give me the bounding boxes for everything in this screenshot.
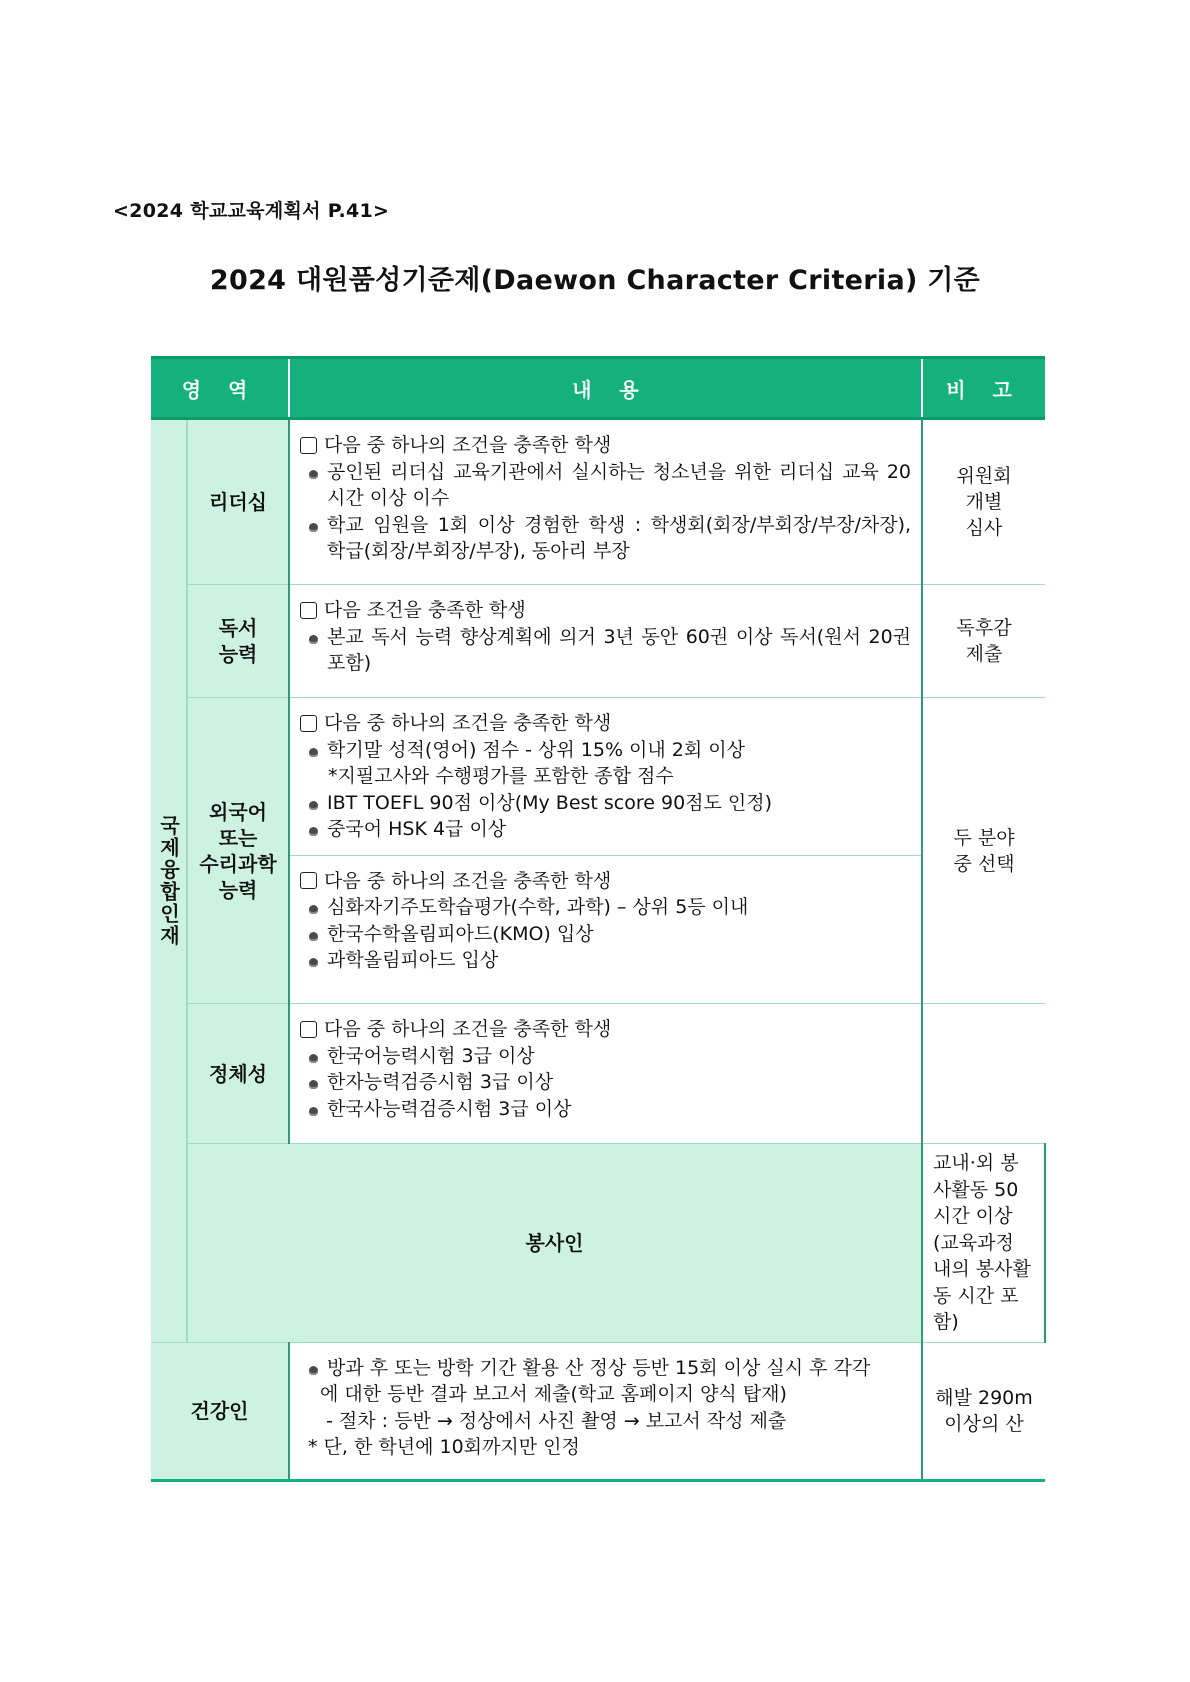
category-leadership: 리더십 (187, 419, 289, 585)
content-volunteer (922, 1144, 1045, 1343)
condition-item: 한국사능력검증시험 3급 이상 (327, 1097, 572, 1120)
condition-item: 한국어능력시험 3급 이상 (327, 1044, 535, 1067)
condition-item-continued: 에 대한 등반 결과 보고서 제출(학교 홈페이지 양식 탑재) (320, 1383, 787, 1405)
condition-item: 중국어 HSK 4급 이상 (327, 818, 507, 840)
remark-reading (922, 585, 1045, 698)
condition-item: 한국수학올림피아드(KMO) 입상 (327, 922, 594, 945)
remark-line: 두 분야 (953, 826, 1015, 849)
header-area: 영 역 (151, 358, 289, 419)
category-health: 건강인 (151, 1342, 289, 1480)
volunteer-text: 교내·외 봉사활동 50시간 이상(교육과정 내의 봉사활동 시간 포함) (933, 1152, 1031, 1333)
bullet-icon (309, 1366, 318, 1375)
category-line: 능력 (218, 877, 258, 902)
category-line: 능력 (218, 642, 258, 666)
condition-item: 본교 독서 능력 향상계획에 의거 3년 동안 60권 이상 독서(원서 20권 포함) (327, 625, 912, 674)
bullet-icon (309, 932, 318, 941)
content-language (289, 698, 922, 1004)
condition-item: IBT TOEFL 90점 이상(My Best score 90점도 인정) (327, 791, 773, 814)
condition-heading: 다음 조건을 충족한 학생 (324, 599, 526, 621)
remark-line: 개별 (965, 491, 1003, 513)
remark-line: 위원회 (956, 465, 1012, 487)
condition-note: *지필고사와 수행평가를 포함한 종합 점수 (328, 765, 674, 787)
remark-line: 제출 (965, 643, 1003, 665)
row-identity (151, 1004, 1045, 1144)
group-label: 국제융합인재 (151, 419, 187, 1343)
condition-heading: 다음 중 하나의 조건을 충족한 학생 (324, 434, 612, 456)
remark-language (922, 698, 1045, 1004)
category-identity: 정체성 (187, 1004, 289, 1144)
row-leadership (151, 419, 1045, 585)
category-line: 외국어 (209, 799, 267, 824)
content-leadership (289, 419, 922, 585)
row-reading (151, 585, 1045, 698)
checkbox-icon (300, 872, 317, 889)
bullet-icon (309, 470, 318, 479)
bullet-icon (309, 1054, 318, 1063)
row-health (151, 1342, 1045, 1480)
checkbox-icon (300, 437, 317, 454)
criteria-table (151, 356, 1045, 1482)
remark-line: 이상의 산 (944, 1412, 1024, 1435)
bullet-icon (309, 1080, 318, 1089)
condition-item: 공인된 리더십 교육기관에서 실시하는 청소년을 위한 리더십 교육 20시간 이상 이수 (327, 460, 912, 509)
table-header-row (151, 358, 1045, 419)
bullet-icon (309, 827, 318, 836)
header-remark: 비 고 (922, 358, 1045, 419)
bullet-icon (309, 635, 318, 644)
bullet-icon (309, 801, 318, 810)
remark-line: 심사 (965, 517, 1003, 539)
limit-note: * 단, 한 학년에 10회까지만 인정 (308, 1436, 580, 1458)
remark-line: 중 선택 (953, 852, 1015, 875)
category-reading (187, 585, 289, 698)
category-line: 수리과학 (199, 851, 277, 876)
category-language (187, 698, 289, 1004)
bullet-icon (309, 748, 318, 757)
checkbox-icon (300, 602, 317, 619)
condition-item: 심화자기주도학습평가(수학, 과학) – 상위 5등 이내 (327, 896, 749, 918)
condition-item: 방과 후 또는 방학 기간 활용 산 정상 등반 15회 이상 실시 후 각각 (327, 1356, 871, 1379)
document-source: <2024 학교교육계획서 P.41> (113, 200, 390, 222)
content-identity (289, 1004, 922, 1144)
procedure-note: - 절차 : 등반 → 정상에서 사진 촬영 → 보고서 작성 제출 (326, 1409, 787, 1432)
category-line: 독서 (218, 616, 258, 640)
bullet-icon (309, 1107, 318, 1116)
header-content: 내 용 (289, 358, 922, 419)
bullet-icon (309, 905, 318, 914)
condition-heading: 다음 중 하나의 조건을 충족한 학생 (324, 1018, 612, 1040)
category-volunteer: 봉사인 (187, 1144, 922, 1343)
checkbox-icon (300, 715, 317, 732)
remark-identity (922, 1004, 1045, 1144)
bullet-icon (309, 523, 318, 532)
row-volunteer (151, 1144, 1045, 1343)
remark-line: 독후감 (956, 617, 1012, 639)
bullet-icon (309, 958, 318, 967)
category-line: 또는 (218, 825, 258, 850)
condition-item: 과학올림피아드 입상 (327, 949, 499, 971)
checkbox-icon (300, 1021, 317, 1038)
condition-item: 학기말 성적(영어) 점수 - 상위 15% 이내 2회 이상 (327, 738, 745, 761)
condition-heading: 다음 중 하나의 조건을 충족한 학생 (324, 869, 612, 892)
content-reading (289, 585, 922, 698)
row-language (151, 698, 1045, 1004)
inner-divider (290, 855, 921, 856)
condition-heading: 다음 중 하나의 조건을 충족한 학생 (324, 712, 612, 734)
condition-item: 한자능력검증시험 3급 이상 (327, 1071, 554, 1093)
page-title: 2024 대원품성기준제(Daewon Character Criteria) 기준 (209, 265, 981, 296)
remark-leadership (922, 419, 1045, 585)
content-health (289, 1342, 922, 1480)
remark-line: 해발 290m (935, 1386, 1033, 1409)
remark-health (922, 1342, 1045, 1480)
condition-item: 학교 임원을 1회 이상 경험한 학생 : 학생회(회장/부회장/부장/차장), 학급(회장/부회장/부장), 동아리 부장 (327, 513, 912, 562)
